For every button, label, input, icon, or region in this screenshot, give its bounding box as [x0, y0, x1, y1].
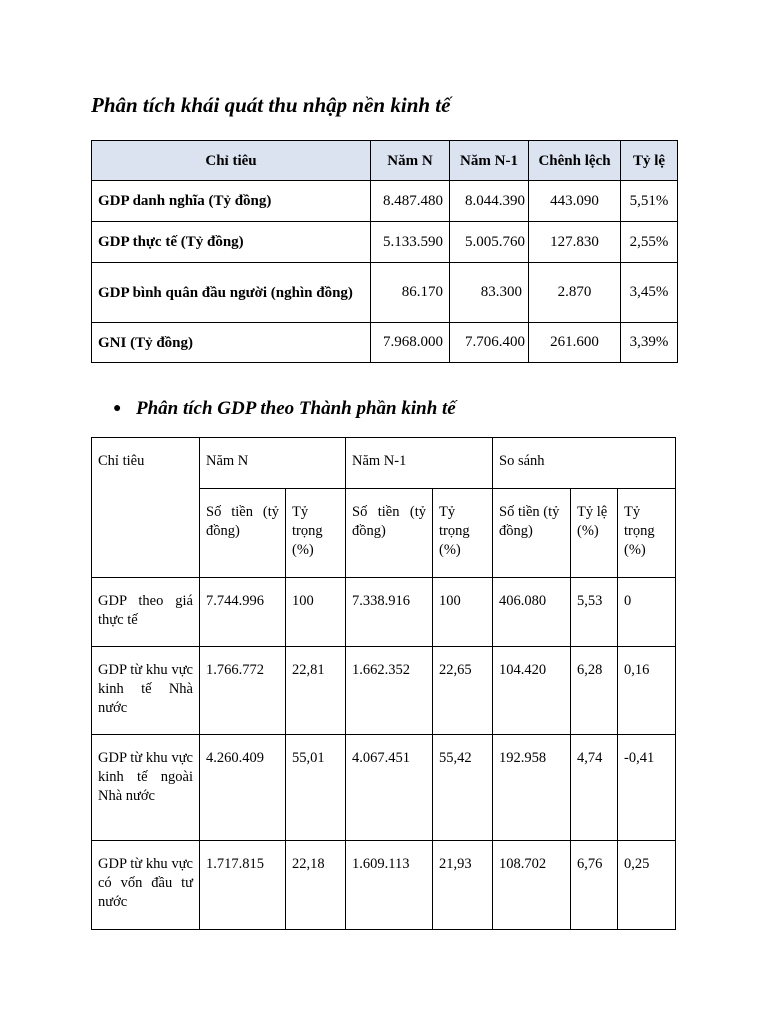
cell: 7.706.400	[450, 323, 529, 363]
cell: 21,93	[433, 841, 493, 930]
cell: 83.300	[450, 263, 529, 323]
cell: 22,65	[433, 647, 493, 735]
col-header: Chỉ tiêu	[92, 141, 371, 181]
table-header-row	[92, 438, 676, 489]
section-title: Phân tích khái quát thu nhập nền kinh tế	[91, 93, 451, 117]
cell: 0,16	[618, 647, 676, 735]
col-subheader: Tỷ trọng (%)	[618, 489, 676, 578]
col-header: Năm N-1	[346, 438, 493, 489]
cell: 8.487.480	[371, 181, 450, 222]
cell: 6,28	[571, 647, 618, 735]
bullet-heading	[113, 398, 456, 420]
table-row	[92, 841, 676, 930]
col-subheader: Tỷ trọng (%)	[286, 489, 346, 578]
cell: 1.717.815	[200, 841, 286, 930]
row-label: GDP thực tế (Tỷ đồng)	[92, 222, 371, 263]
gdp-sector-table	[91, 437, 676, 930]
cell: 5,51%	[621, 181, 678, 222]
bullet-icon: ●	[113, 401, 122, 416]
cell: 1.766.772	[200, 647, 286, 735]
cell: 22,81	[286, 647, 346, 735]
col-subheader: Số tiền (tỷ đồng)	[346, 489, 433, 578]
row-label: GDP từ khu vực kinh tế ngoài Nhà nước	[92, 735, 200, 841]
cell: 261.600	[529, 323, 621, 363]
col-header: Năm N	[200, 438, 346, 489]
row-label: GDP từ khu vực có vốn đầu tư nước	[92, 841, 200, 930]
cell: 2.870	[529, 263, 621, 323]
col-header: Chỉ tiêu	[92, 438, 200, 578]
cell: 100	[286, 578, 346, 647]
cell: 8.044.390	[450, 181, 529, 222]
cell: 0	[618, 578, 676, 647]
cell: 1.662.352	[346, 647, 433, 735]
cell: 7.338.916	[346, 578, 433, 647]
cell: 5.133.590	[371, 222, 450, 263]
cell: 4.067.451	[346, 735, 433, 841]
cell: 5.005.760	[450, 222, 529, 263]
cell: 6,76	[571, 841, 618, 930]
cell: 55,01	[286, 735, 346, 841]
cell: -0,41	[618, 735, 676, 841]
row-label: GDP bình quân đầu người (nghìn đồng)	[92, 263, 371, 323]
col-header: Năm N	[371, 141, 450, 181]
row-label: GDP từ khu vực kinh tế Nhà nước	[92, 647, 200, 735]
row-label: GDP theo giá thực tế	[92, 578, 200, 647]
cell: 108.702	[493, 841, 571, 930]
cell: 1.609.113	[346, 841, 433, 930]
table-row	[92, 323, 678, 363]
cell: 22,18	[286, 841, 346, 930]
cell: 100	[433, 578, 493, 647]
table-row	[92, 263, 678, 323]
table-row	[92, 647, 676, 735]
row-label: GDP danh nghĩa (Tỷ đồng)	[92, 181, 371, 222]
table-row	[92, 735, 676, 841]
cell: 4.260.409	[200, 735, 286, 841]
col-subheader: Tỷ lệ (%)	[571, 489, 618, 578]
col-subheader: Số tiền (tỷ đồng)	[493, 489, 571, 578]
cell: 7.744.996	[200, 578, 286, 647]
cell: 104.420	[493, 647, 571, 735]
table-header-row	[92, 141, 678, 181]
table-row	[92, 181, 678, 222]
cell: 3,45%	[621, 263, 678, 323]
cell: 2,55%	[621, 222, 678, 263]
cell: 443.090	[529, 181, 621, 222]
table-row	[92, 578, 676, 647]
income-summary-table	[91, 140, 678, 363]
cell: 192.958	[493, 735, 571, 841]
col-header: Năm N-1	[450, 141, 529, 181]
col-header: So sánh	[493, 438, 676, 489]
bullet-heading-text: Phân tích GDP theo Thành phần kinh tế	[136, 398, 456, 419]
cell: 406.080	[493, 578, 571, 647]
col-subheader: Tỷ trọng (%)	[433, 489, 493, 578]
cell: 5,53	[571, 578, 618, 647]
table-row	[92, 222, 678, 263]
cell: 55,42	[433, 735, 493, 841]
cell: 127.830	[529, 222, 621, 263]
cell: 86.170	[371, 263, 450, 323]
col-subheader: Số tiền (tỷ đồng)	[200, 489, 286, 578]
col-header: Chênh lệch	[529, 141, 621, 181]
cell: 4,74	[571, 735, 618, 841]
row-label: GNI (Tỷ đồng)	[92, 323, 371, 363]
cell: 7.968.000	[371, 323, 450, 363]
col-header: Tỷ lệ	[621, 141, 678, 181]
cell: 3,39%	[621, 323, 678, 363]
cell: 0,25	[618, 841, 676, 930]
